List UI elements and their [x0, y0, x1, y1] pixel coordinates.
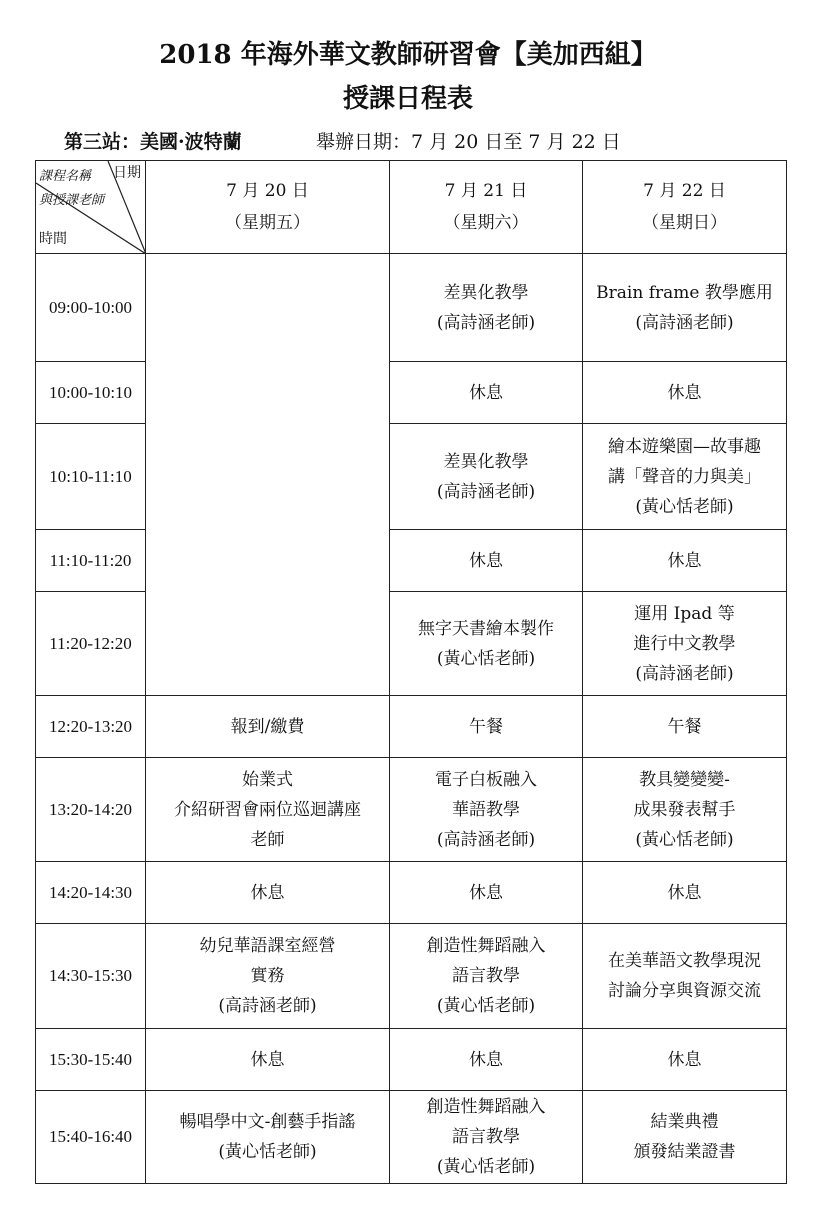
session-title: 華語教學 [452, 799, 520, 820]
session-title: 無字天書繪本製作 [418, 618, 554, 639]
session-cell [390, 758, 583, 862]
session-cell [390, 924, 583, 1029]
time-slot: 12:20-13:20 [36, 696, 146, 758]
time-slot: 14:20-14:30 [36, 862, 146, 924]
session-teacher: (高詩涵老師) [436, 312, 536, 333]
event-dates: 舉辦日期：7 月 20 日至 7 月 22 日 [316, 131, 621, 153]
session-cell: 午餐 [390, 696, 583, 758]
session-cell [390, 254, 583, 362]
session-teacher: (黃心恬老師) [635, 496, 734, 517]
break-cell: 休息 [146, 1029, 390, 1091]
session-cell [583, 758, 787, 862]
session-teacher: (高詩涵老師) [635, 663, 734, 684]
break-cell: 休息 [146, 862, 390, 924]
session-title: 創造性舞蹈融入 [426, 936, 546, 956]
session-title: 介紹研習會兩位巡迴講座 [174, 799, 361, 820]
session-title: 老師 [250, 829, 285, 850]
session-title: 講「聲音的力與美」 [608, 466, 761, 487]
session-teacher: (高詩涵老師) [218, 996, 317, 1016]
session-title: 頒發結業證書 [633, 1142, 736, 1162]
session-cell: 報到/繳費 [146, 696, 390, 758]
break-cell: 休息 [583, 362, 787, 424]
session-title: 差異化教學 [443, 282, 529, 303]
time-slot: 15:30-15:40 [36, 1029, 146, 1091]
session-teacher: (高詩涵老師) [436, 829, 536, 850]
session-cell [583, 924, 787, 1029]
session-title: 運用 Ipad 等 [634, 603, 735, 624]
session-title: 電子白板融入 [435, 769, 537, 790]
session-title: 教具變變變- [639, 769, 730, 790]
day-date: 7 月 21 日 [444, 181, 528, 201]
time-slot: 10:00-10:10 [36, 362, 146, 424]
session-cell [583, 424, 787, 530]
session-teacher: (高詩涵老師) [436, 481, 536, 502]
break-cell: 休息 [390, 362, 583, 424]
session-cell [390, 592, 583, 696]
day-date: 7 月 22 日 [643, 181, 726, 201]
session-title: 暢唱學中文-創藝手指謠 [179, 1112, 356, 1132]
day-header-1 [146, 161, 390, 254]
break-cell: 休息 [390, 530, 583, 592]
session-title: 幼兒華語課室經營 [199, 936, 336, 956]
break-cell: 休息 [390, 1029, 583, 1091]
break-cell: 休息 [583, 1029, 787, 1091]
day-header-3 [583, 161, 787, 254]
session-cell [583, 592, 787, 696]
time-slot: 15:40-16:40 [36, 1091, 146, 1184]
time-slot: 10:10-11:10 [36, 424, 146, 530]
corner-time-label: 時間 [39, 231, 67, 247]
break-cell: 休息 [390, 862, 583, 924]
empty-morning-cell [146, 254, 390, 696]
table-row [36, 254, 787, 362]
time-slot: 11:20-12:20 [36, 592, 146, 696]
session-title: 結業典禮 [650, 1112, 719, 1132]
session-title: 語言教學 [452, 966, 520, 986]
session-cell [146, 924, 390, 1029]
table-row [36, 696, 787, 758]
time-slot: 13:20-14:20 [36, 758, 146, 862]
schedule-table [35, 160, 787, 1184]
session-title: 進行中文教學 [633, 633, 736, 654]
time-slot: 09:00-10:00 [36, 254, 146, 362]
session-title: 語言教學 [452, 1127, 520, 1147]
session-title: 實務 [250, 966, 285, 986]
session-cell [390, 1091, 583, 1184]
session-title: 在美華語文教學現況 [608, 951, 761, 971]
table-row [36, 924, 787, 1029]
session-title: 創造性舞蹈融入 [426, 1097, 546, 1117]
day-header-2 [390, 161, 583, 254]
session-teacher: (高詩涵老師) [635, 312, 734, 333]
station-label: 第三站：美國·波特蘭 [64, 131, 242, 153]
session-cell [146, 758, 390, 862]
table-row [36, 758, 787, 862]
document-title: 2018 年海外華文教師研習會【美加西組】 [159, 40, 657, 70]
table-row [36, 1029, 787, 1091]
corner-teacher-label: 與授課老師 [39, 193, 105, 208]
day-date: 7 月 20 日 [226, 181, 309, 201]
session-teacher: (黃心恬老師) [436, 648, 536, 669]
document-subtitle: 授課日程表 [342, 84, 473, 114]
break-cell: 休息 [583, 862, 787, 924]
session-cell [390, 424, 583, 530]
session-cell [583, 254, 787, 362]
header-row [36, 161, 787, 254]
header-corner-cell [36, 161, 146, 254]
table-row [36, 1091, 787, 1184]
session-cell [146, 1091, 390, 1184]
table-row [36, 862, 787, 924]
session-title: 討論分享與資源交流 [608, 981, 761, 1001]
session-title: 成果發表幫手 [633, 799, 736, 820]
session-title: Brain frame 教學應用 [596, 282, 773, 303]
session-title: 差異化教學 [443, 451, 529, 472]
corner-course-label: 課程名稱 [39, 169, 92, 184]
time-slot: 14:30-15:30 [36, 924, 146, 1029]
break-cell: 休息 [583, 530, 787, 592]
session-title: 始業式 [242, 769, 293, 790]
day-weekday: （星期六） [443, 213, 529, 233]
session-cell: 午餐 [583, 696, 787, 758]
session-teacher: (黃心恬老師) [218, 1142, 317, 1162]
time-slot: 11:10-11:20 [36, 530, 146, 592]
session-title: 繪本遊樂園—故事趣 [608, 436, 761, 457]
session-teacher: (黃心恬老師) [635, 829, 734, 850]
corner-date-label: 日期 [113, 165, 141, 181]
day-weekday: （星期五） [225, 213, 310, 233]
session-cell [583, 1091, 787, 1184]
session-teacher: (黃心恬老師) [436, 996, 536, 1016]
session-teacher: (黃心恬老師) [436, 1157, 536, 1177]
day-weekday: （星期日） [642, 213, 727, 233]
